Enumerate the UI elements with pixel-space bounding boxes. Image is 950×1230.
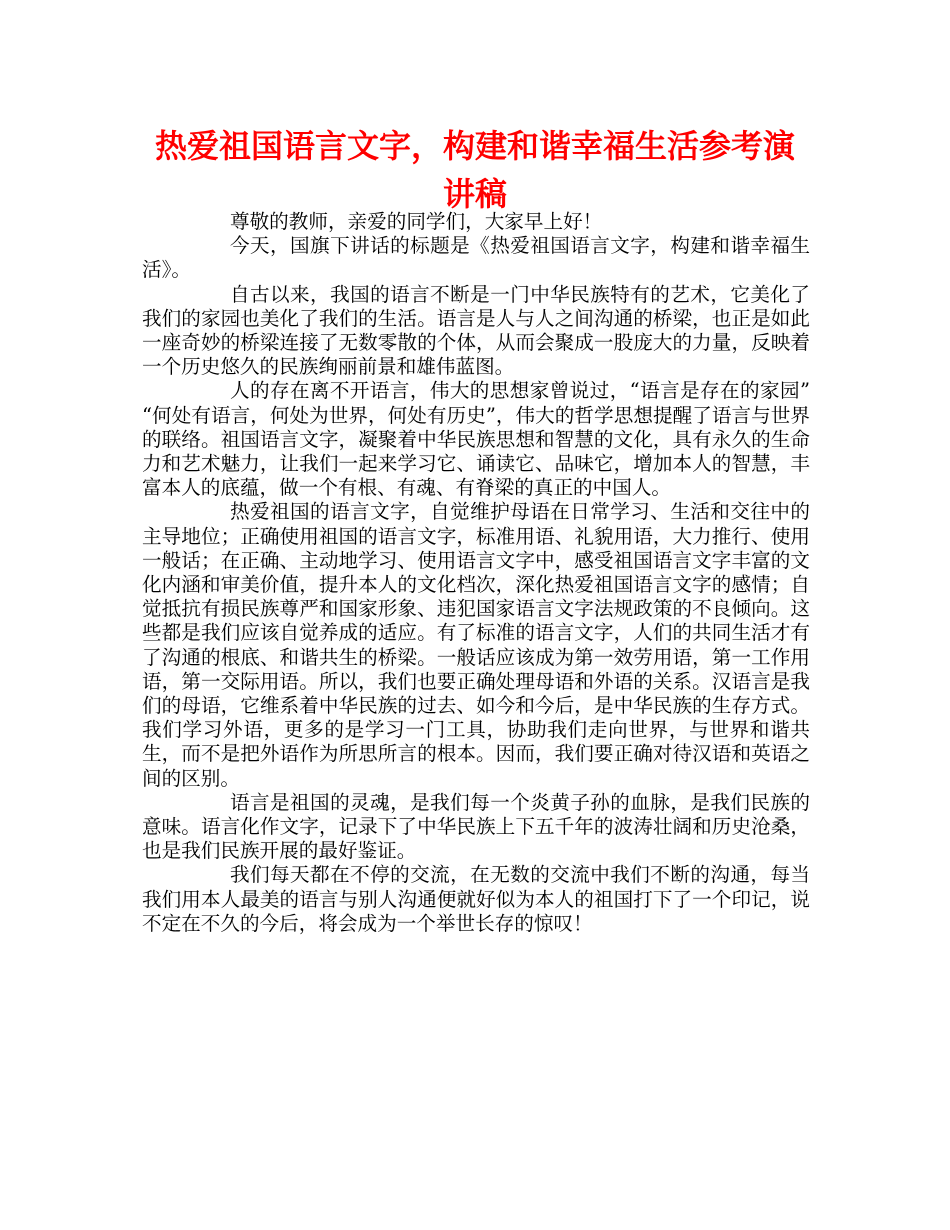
document-body	[142, 210, 810, 936]
paragraph-topic: 今天，国旗下讲话的标题是《热爱祖国语言文字，构建和谐幸福生活》。	[142, 234, 810, 282]
paragraph-greeting: 尊敬的教师，亲爱的同学们，大家早上好！	[230, 210, 603, 233]
document-title: 热爱祖国语言文字，构建和谐幸福生活参考演讲稿	[154, 127, 795, 213]
paragraph-soul: 语言是祖国的灵魂，是我们每一个炎黄子孙的血脉，是我们民族的意味。语言化作文字，记录下了中华民族上下五千年的波涛壮阔和历史沧桑，也是我们民族开展的最好鉴证。	[142, 790, 810, 863]
paragraph-closing: 我们每天都在不停的交流，在无数的交流中我们不断的沟通，每当我们用本人最美的语言与别人沟通便就好似为本人的祖国打下了一个印记，说不定在不久的今后，将会成为一个举世长存的惊叹！	[142, 863, 810, 935]
paragraph-language-existence: 人的存在离不开语言，伟大的思想家曾说过，“语言是存在的家园” “何处有语言，何处为世界，何处有历史”，伟大的哲学思想提醒了语言与世界的联络。祖国语言文字，凝聚着中华民族思想和智慧的文化，具有永久的生命力和艺术魅力，让我们一起来学习它、诵读它、品味它，增加本人的智慧，丰富本人的底蕴，做一个有根、有魂、有脊梁的真正的中国人。	[142, 379, 810, 500]
paragraph-love-language: 热爱祖国的语言文字，自觉维护母语在日常学习、生活和交往中的主导地位；正确使用祖国的语言文字，标准用语、礼貌用语，大力推行、使用一般话；在正确、主动地学习、使用语言文字中，感受祖国语言文字丰富的文化内涵和审美价值，提升本人的文化档次，深化热爱祖国语言文字的感情；自觉抵抗有损民族尊严和国家形象、违犯国家语言文字法规政策的不良倾向。这些都是我们应该自觉养成的适应。有了标准的语言文字，人们的共同生活才有了沟通的根底、和谐共生的桥梁。一般话应该成为第一效劳用语，第一工作用语，第一交际用语。所以，我们也要正确处理母语和外语的关系。汉语言是我们的母语，它维系着中华民族的过去、如今和今后，是中华民族的生存方式。我们学习外语，更多的是学习一门工具，协助我们走向世界，与世界和谐共生，而不是把外语作为所思所言的根本。因而，我们要正确对待汉语和英语之间的区别。	[142, 500, 810, 790]
paragraph-history: 自古以来，我国的语言不断是一门中华民族特有的艺术，它美化了我们的家园也美化了我们的生活。语言是人与人之间沟通的桥梁，也正是如此一座奇妙的桥梁连接了无数零散的个体，从而会聚成一股庞大的力量，反映着一个历史悠久的民族绚丽前景和雄伟蓝图。	[142, 282, 810, 379]
